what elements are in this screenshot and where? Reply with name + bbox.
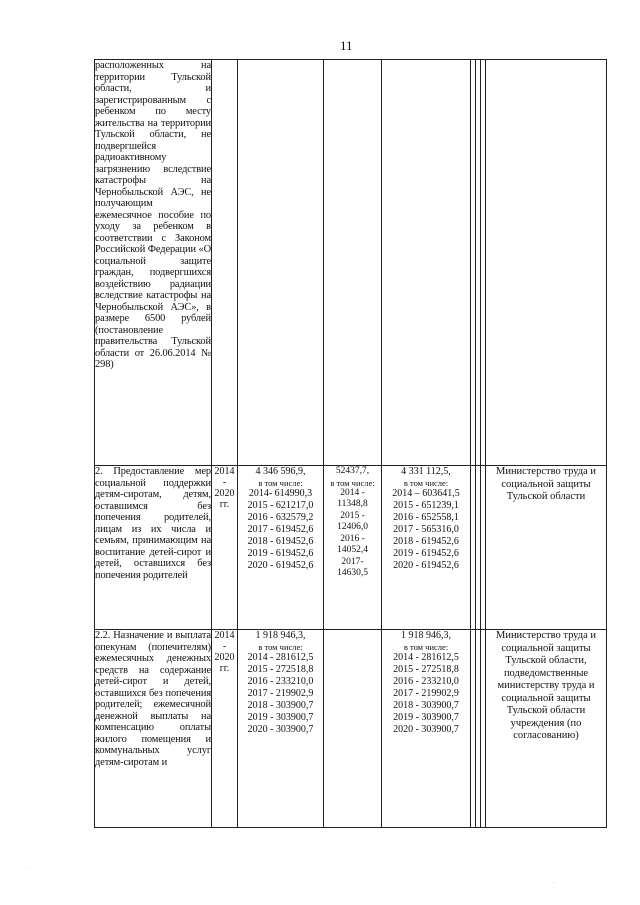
funding-line: 14630,5	[337, 568, 368, 578]
funding-line: 2016 - 632579,2	[247, 512, 314, 523]
regional-funding-cell	[382, 60, 471, 466]
funding-line: 2014 – 603641,5	[392, 488, 460, 499]
executor-cell	[486, 630, 607, 828]
total-funding-cell	[238, 630, 324, 828]
measure-name-cell	[95, 466, 212, 630]
executor-cell	[486, 60, 607, 466]
funding-line: в том числе:	[403, 478, 449, 488]
funding-line: 1 918 946,3,	[255, 630, 306, 641]
funding-line: 2015 - 621217,0	[247, 500, 314, 511]
total-funding-cell	[238, 466, 324, 630]
funding-line: 2015 - 272518,8	[247, 664, 314, 675]
years-cell	[212, 630, 238, 828]
funding-line: 1 918 946,3,	[401, 630, 451, 641]
funding-line: 2016 - 233210,0	[393, 676, 459, 687]
funding-line: 2019 - 619452,6	[393, 548, 459, 559]
executor-text: Министерство труда и социальной защиты Тульской области, подведомственные министерству труда и социальной защиты Тульской области учреждения (по согласованию)	[495, 630, 597, 741]
funding-line: 2017 - 219902,9	[247, 688, 314, 699]
funding-line: 4 346 596,9,	[255, 466, 306, 477]
table-row	[95, 466, 607, 630]
funding-line: 2016 -	[340, 533, 365, 544]
funding-line: 11348,8	[337, 499, 368, 509]
scan-speck: ·	[28, 866, 30, 872]
funding-line: 2016 - 233210,0	[247, 676, 314, 687]
measure-name: расположенных на территории Тульской области, и зарегистрированным с ребенком по месту жительства на территории Тульской области, не подвергшейся радиоактивному загрязнению вследствие катастрофы на Чернобыльской АЭС, не получающим ежемесячное пособие по уходу за ребенком в соответствии с Законом Российской Федерации «О социальной защите граждан, подвергшихся воздействию радиации вследствие катастрофы на Чернобыльской АЭС», в размере 6500 рублей (постановление правительства Тульской области от 26.06.2014 № 298)	[95, 60, 211, 370]
funding-line: 52437,7,	[335, 466, 370, 476]
funding-line: 2017 - 565316,0	[393, 524, 459, 535]
years-cell	[212, 60, 238, 466]
funding-line: 12406,0	[337, 522, 368, 532]
measure-name: 2.2. Назначение и выплата опекунам (попечителям) ежемесячных денежных средств на содержание детей-сирот и детей, оставшихся без попечения родителей; ежемесячной денежной выплаты на компенсацию оплаты жилого помещения и коммунальных услуг детям-сиротам и	[95, 630, 211, 768]
years-text: 2014 - 2020 гг.	[214, 466, 235, 510]
funding-line: 2020 - 619452,6	[247, 560, 314, 571]
scan-speck: ·	[552, 880, 554, 886]
regional-funding-cell	[382, 630, 471, 828]
table-row	[95, 60, 607, 466]
funding-line: в том числе:	[403, 642, 449, 652]
page-number: 11	[340, 38, 353, 53]
federal-funding-cell	[324, 630, 382, 828]
funding-line: 2014- 614990,3	[248, 488, 313, 499]
years-cell	[212, 466, 238, 630]
total-funding-cell	[238, 60, 324, 466]
funding-line: в том числе:	[258, 478, 303, 488]
measure-name-cell	[95, 630, 212, 828]
executor-text: Министерство труда и социальной защиты Тульской области	[495, 466, 597, 502]
measure-name: 2. Предоставление мер социальной поддержки детям-сиротам, детям, оставшимся без попечения родителей, лицам из их числа и семьям, принимающим на воспитание детей-сирот и детей, оставшихся без попечения родителей	[95, 466, 211, 581]
funding-line: 2020 - 303900,7	[247, 724, 314, 735]
federal-funding-cell	[324, 60, 382, 466]
funding-line: 2017 - 219902,9	[393, 688, 459, 699]
funding-line: 14052,4	[337, 545, 368, 555]
funding-line: 2014 -	[340, 487, 365, 498]
funding-line: 2019 - 303900,7	[393, 712, 459, 723]
program-table	[94, 59, 607, 828]
funding-line: 2020 - 303900,7	[393, 724, 459, 735]
funding-line: 2018 - 303900,7	[247, 700, 314, 711]
table-row	[95, 630, 607, 828]
funding-line: 2014 - 281612,5	[247, 652, 314, 663]
funding-line: 2016 - 652558,1	[393, 512, 459, 523]
funding-line: в том числе:	[258, 642, 303, 652]
funding-line: 2018 - 303900,7	[393, 700, 459, 711]
funding-line: 2019 - 619452,6	[247, 548, 314, 559]
funding-line: 2015 - 651239,1	[393, 500, 459, 511]
funding-line: 2018 - 619452,6	[247, 536, 314, 547]
funding-line: в том числе:	[330, 477, 375, 488]
funding-line: 4 331 112,5,	[401, 466, 451, 477]
funding-line: 2018 - 619452,6	[393, 536, 459, 547]
years-text: 2014 - 2020 гг.	[214, 630, 235, 674]
federal-funding-cell	[324, 466, 382, 630]
regional-funding-cell	[382, 466, 471, 630]
funding-line: 2020 - 619452,6	[393, 560, 459, 571]
funding-line: 2014 - 281612,5	[393, 652, 459, 663]
funding-line: 2017 - 619452,6	[247, 524, 314, 535]
measure-name-cell	[95, 60, 212, 466]
funding-line: 2019 - 303900,7	[247, 712, 314, 723]
funding-line: 2017-	[341, 556, 364, 567]
funding-line: 2015 - 272518,8	[393, 664, 459, 675]
executor-cell	[486, 466, 607, 630]
funding-line: 2015 -	[340, 510, 365, 521]
